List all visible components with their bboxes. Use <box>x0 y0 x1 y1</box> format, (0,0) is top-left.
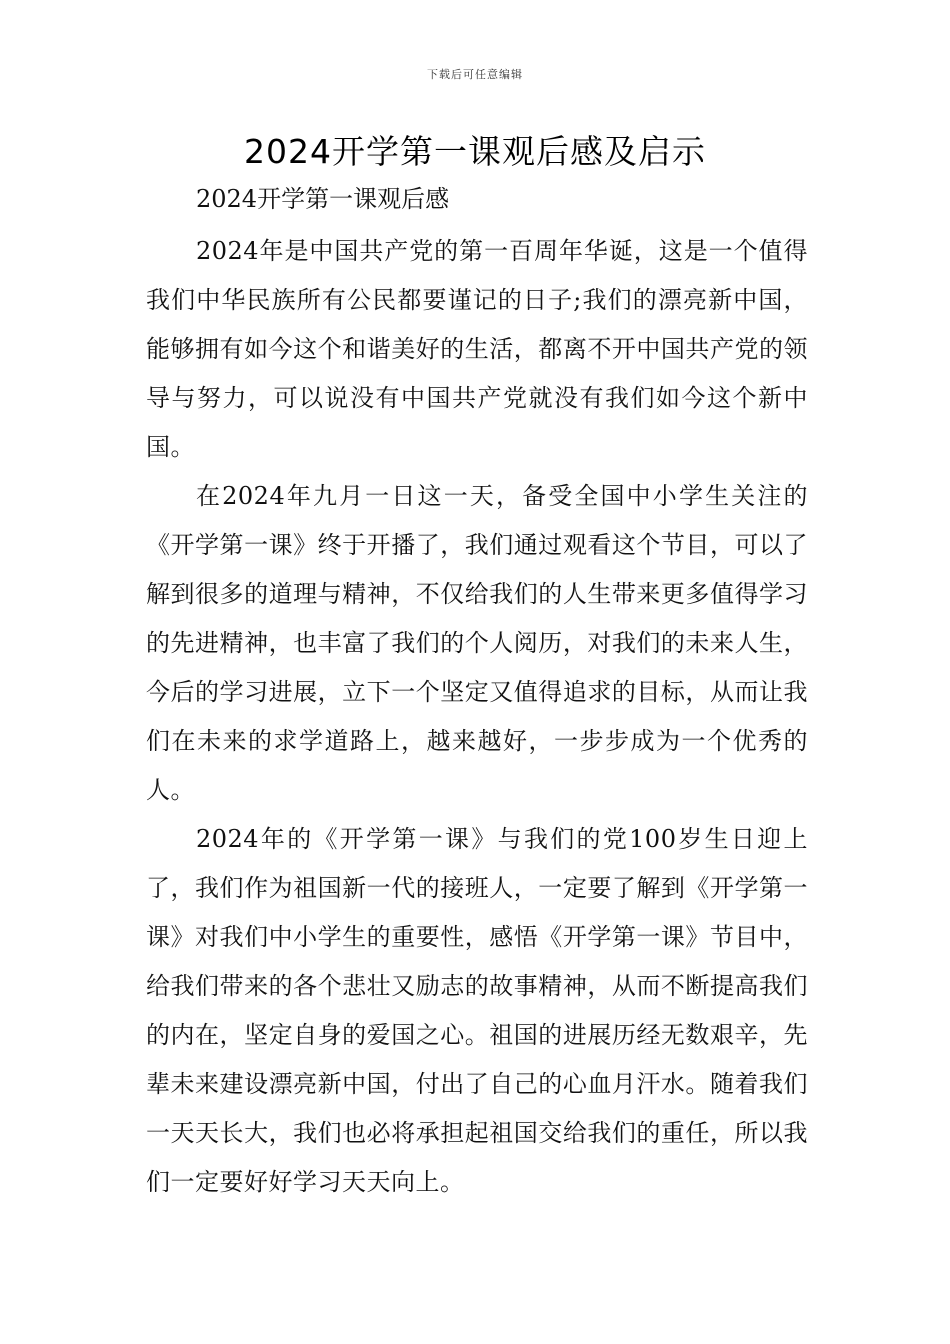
subtitle: 2024开学第一课观后感 <box>196 185 450 213</box>
paragraph-1: 2024年是中国共产党的第一百周年华诞，这是一个值得我们中华民族所有公民都要谨记的日子;我们的漂亮新中国，能够拥有如今这个和谐美好的生活，都离不开中国共产党的领导与努力，可以说没有中国共产党就没有我们如今这个新中国。 <box>146 237 808 461</box>
paragraph-3: 2024年的《开学第一课》与我们的党100岁生日迎上了，我们作为祖国新一代的接班人，一定要了解到《开学第一课》对我们中小学生的重要性，感悟《开学第一课》节目中，给我们带来的各个悲壮又励志的故事精神，从而不断提高我们的内在，坚定自身的爱国之心。祖国的进展历经无数艰辛，先辈未来建设漂亮新中国，付出了自己的心血月汗水。随着我们一天天长大，我们也必将承担起祖国交给我们的重任，所以我们一定要好好学习天天向上。 <box>146 825 808 1196</box>
paragraph-2: 在2024年九月一日这一天，备受全国中小学生关注的《开学第一课》终于开播了，我们通过观看这个节目，可以了解到很多的道理与精神，不仅给我们的人生带来更多值得学习的先进精神，也丰富了我们的个人阅历，对我们的未来人生，今后的学习进展，立下一个坚定又值得追求的目标，从而让我们在未来的求学道路上，越来越好，一步步成为一个优秀的人。 <box>146 482 808 804</box>
header-note: 下载后可任意编辑 <box>427 68 523 81</box>
body-text <box>146 227 808 1207</box>
document-title: 2024开学第一课观后感及启示 <box>244 132 706 171</box>
